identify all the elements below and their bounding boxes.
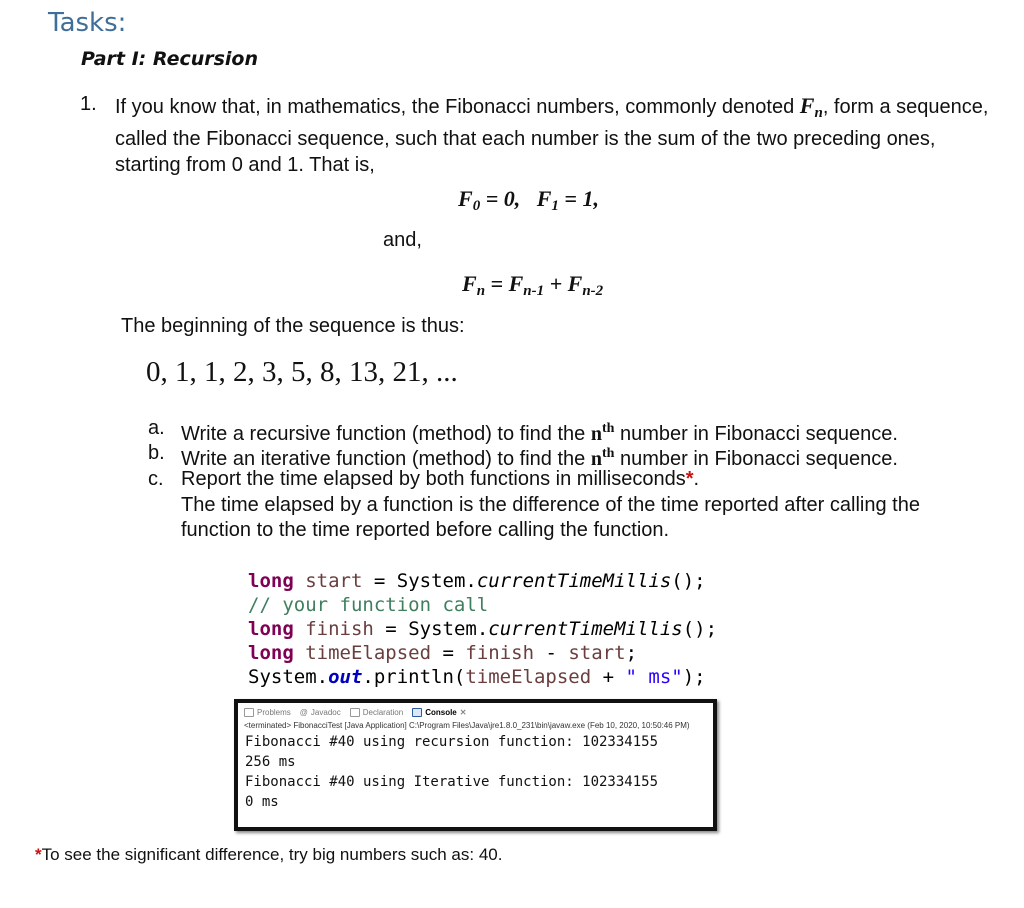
code-line-4: long timeElapsed = finish - start; xyxy=(248,642,638,664)
question-number: 1. xyxy=(80,93,97,115)
console-line: 0 ms xyxy=(245,794,279,810)
console-line: 256 ms xyxy=(245,754,296,770)
task-label: b. xyxy=(148,442,165,464)
fibonacci-sequence: 0, 1, 1, 2, 3, 5, 8, 13, 21, ... xyxy=(146,356,458,388)
footnote-text: To see the significant difference, try big numbers such as: 40. xyxy=(41,845,503,864)
code-line-5: System.out.println(timeElapsed + " ms"); xyxy=(248,666,706,688)
equation-f0: $F_0 = 0$, xyxy=(458,186,521,214)
console-line: Fibonacci #40 using Iterative function: 102334155 xyxy=(245,774,659,790)
equation-recurrence: $F_n = F_{n-1} + F_{n-2}$ xyxy=(462,271,604,299)
equation-base-cases xyxy=(458,186,599,215)
declaration-icon xyxy=(350,708,360,717)
task-text-before: Write a recursive function (method) to find the xyxy=(181,423,591,445)
tab-console[interactable]: Console ✕ xyxy=(412,708,466,717)
terminated-status: <terminated> FibonacciTest [Java Application] C:\Program Files\Java\jre1.8.0_231\bin\javaw.exe (Feb 10, 2020, 10:50:46 PM) xyxy=(244,721,690,730)
code-line-1: long start = System.currentTimeMillis(); xyxy=(248,570,706,592)
tab-declaration[interactable]: Declaration xyxy=(350,708,403,717)
task-period: . xyxy=(693,468,700,490)
fn-notation: $F_n$ xyxy=(799,93,823,121)
task-n: n xyxy=(590,423,602,445)
task-text-before: Write an iterative function (method) to find the xyxy=(181,448,591,470)
task-label: a. xyxy=(148,417,165,439)
task-label: c. xyxy=(148,468,164,490)
tab-javadoc[interactable]: @ Javadoc xyxy=(299,708,341,717)
asterisk-marker: * xyxy=(685,468,694,490)
task-text-after: number in Fibonacci sequence. xyxy=(614,448,898,470)
console-screenshot xyxy=(234,699,717,831)
part-title: Part I: Recursion xyxy=(81,48,259,70)
question-text-before: If you know that, in mathematics, the Fibonacci numbers, commonly denoted xyxy=(115,96,800,118)
page-heading: Tasks: xyxy=(48,8,127,38)
task-n: n xyxy=(590,448,602,470)
sequence-intro: The beginning of the sequence is thus: xyxy=(121,315,465,337)
at-icon: @ xyxy=(299,708,308,717)
console-output xyxy=(238,732,713,812)
console-icon xyxy=(412,708,422,717)
code-line-2: // your function call xyxy=(248,594,489,616)
task-text-line3: function to the time reported before calling the function. xyxy=(181,519,670,541)
footnote-asterisk: * xyxy=(35,845,42,864)
console-line: Fibonacci #40 using recursion function: 102334155 xyxy=(245,734,659,750)
code-snippet xyxy=(248,569,717,689)
task-text-line2: The time elapsed by a function is the difference of the time reported after calling the xyxy=(181,494,920,516)
question-text-after: , form a sequence, called the Fibonacci sequence, such that each number is the sum of the two preceding ones, starting from 0 and 1. That is, xyxy=(115,96,989,176)
equation-f1: $F_1 = 1$, xyxy=(536,186,599,214)
task-sup: th xyxy=(601,421,615,436)
task-text-line1: Report the time elapsed by both functions in milliseconds xyxy=(181,468,686,490)
code-line-3: long finish = System.currentTimeMillis(); xyxy=(248,618,718,640)
task-sup: th xyxy=(601,446,615,461)
footnote xyxy=(35,845,502,865)
close-icon[interactable]: ✕ xyxy=(459,708,467,717)
question-text xyxy=(115,93,995,178)
problems-icon xyxy=(244,708,254,717)
task-text-after: number in Fibonacci sequence. xyxy=(614,423,898,445)
and-text: and, xyxy=(383,229,422,251)
tab-problems[interactable]: Problems xyxy=(244,708,291,717)
console-tab-bar xyxy=(238,703,713,720)
